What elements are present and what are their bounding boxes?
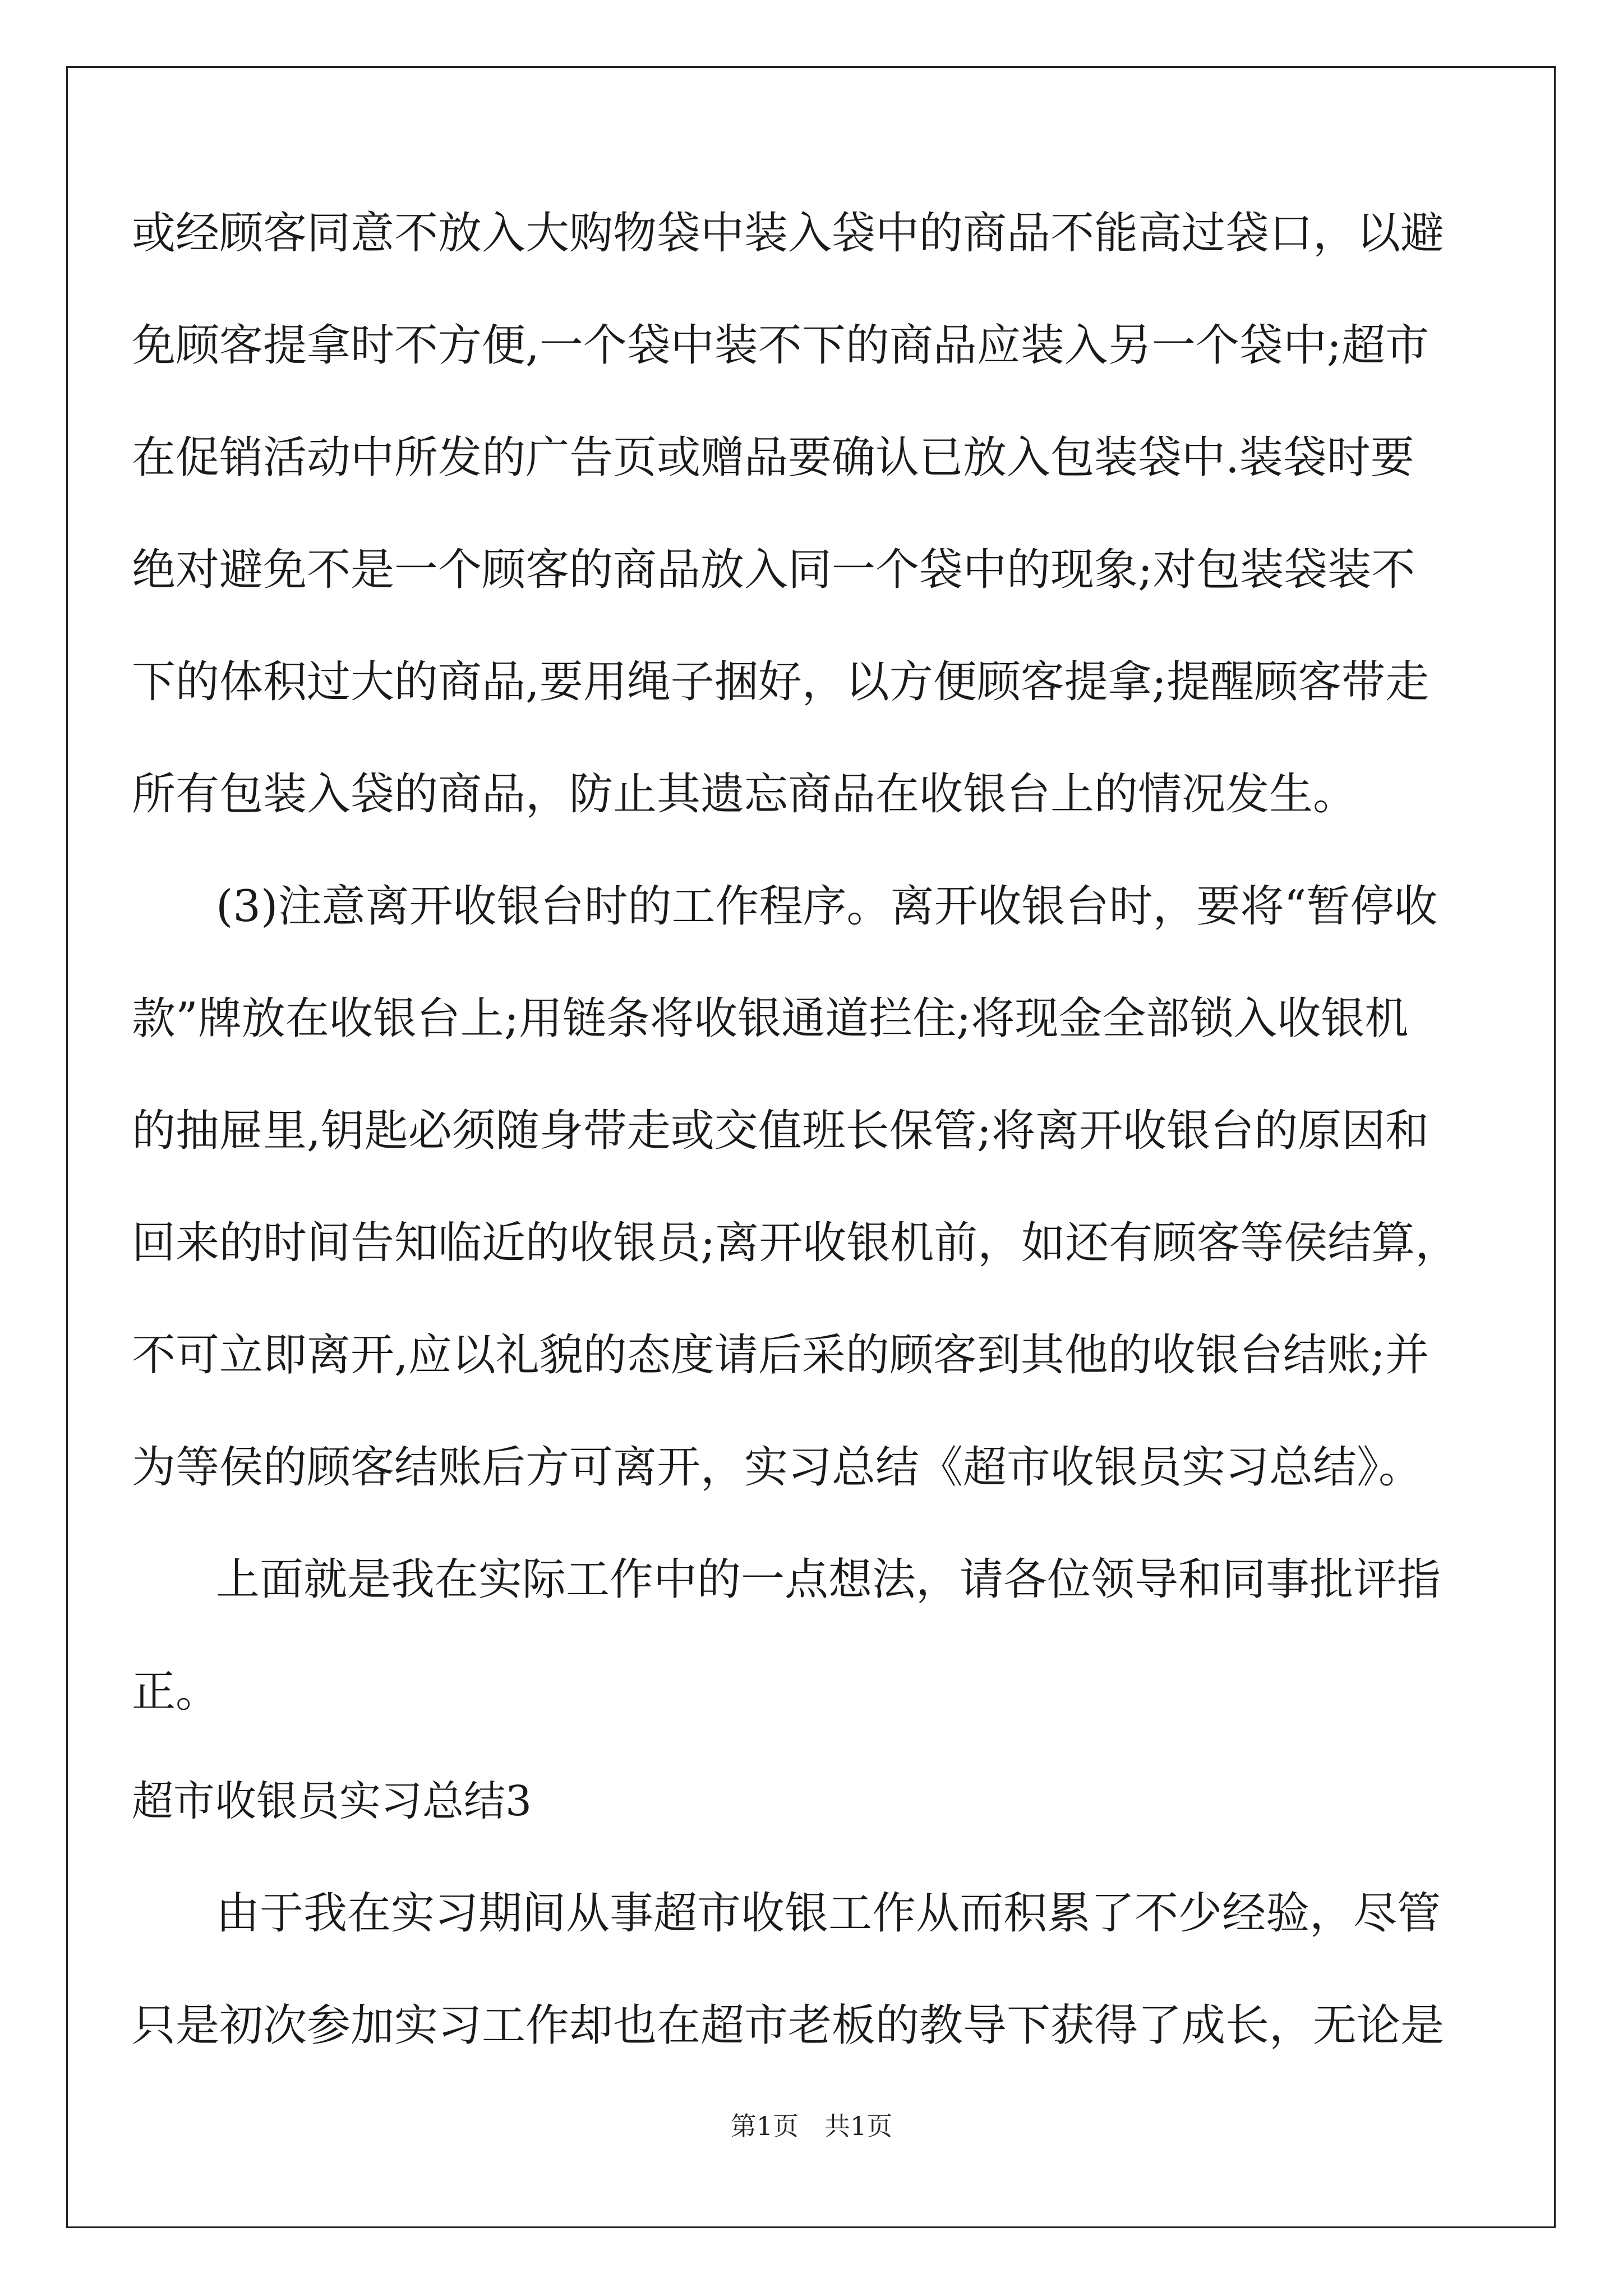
text-line: 免顾客提拿时不方便,一个袋中装不下的商品应装入另一个袋中;超市 — [132, 320, 1430, 371]
section-heading: 超市收银员实习总结3 — [132, 1777, 532, 1825]
text-line: 所有包装入袋的商品，防止其遗忘商品在收银台上的情况发生。 — [132, 769, 1357, 820]
text-line: 款”牌放在收银台上;用链条将收银通道拦住;将现金全部锁入收银机 — [132, 993, 1409, 1044]
text-line: 绝对避免不是一个顾客的商品放入同一个袋中的现象;对包装袋装不 — [132, 545, 1415, 595]
paragraph-start-line: (3)注意离开收银台时的工作程序。离开收银台时，要将“暂停收 — [216, 881, 1438, 932]
text-line: 或经顾客同意不放入大购物袋中装入袋中的商品不能高过袋口，以避 — [132, 208, 1445, 259]
page-footer: 第1页 共1页 — [730, 2111, 893, 2141]
paragraph-start-line: 由于我在实习期间从事超市收银工作从而积累了不少经验，尽管 — [216, 1888, 1441, 1939]
text-line: 的抽屉里,钥匙必须随身带走或交值班长保管;将离开收银台的原因和 — [132, 1106, 1430, 1156]
paragraph-start-line: 上面就是我在实际工作中的一点想法，请各位领导和同事批评指 — [216, 1554, 1441, 1605]
text-line: 回来的时间告知临近的收银员;离开收银机前，如还有顾客等侯结算， — [132, 1218, 1459, 1268]
text-line: 在促销活动中所发的广告页或赠品要确认已放入包装袋中.装袋时要 — [132, 432, 1414, 483]
text-line: 不可立即离开,应以礼貌的态度请后采的顾客到其他的收银台结账;并 — [132, 1330, 1430, 1381]
text-line: 只是初次参加实习工作却也在超市老板的教导下获得了成长，无论是 — [132, 2000, 1445, 2051]
text-line: 下的体积过大的商品,要用绳子捆好，以方便顾客提拿;提醒顾客带走 — [132, 657, 1430, 707]
text-line: 为等侯的顾客结账后方可离开，实习总结《超市收银员实习总结》。 — [132, 1442, 1423, 1493]
text-line: 正。 — [132, 1667, 220, 1717]
